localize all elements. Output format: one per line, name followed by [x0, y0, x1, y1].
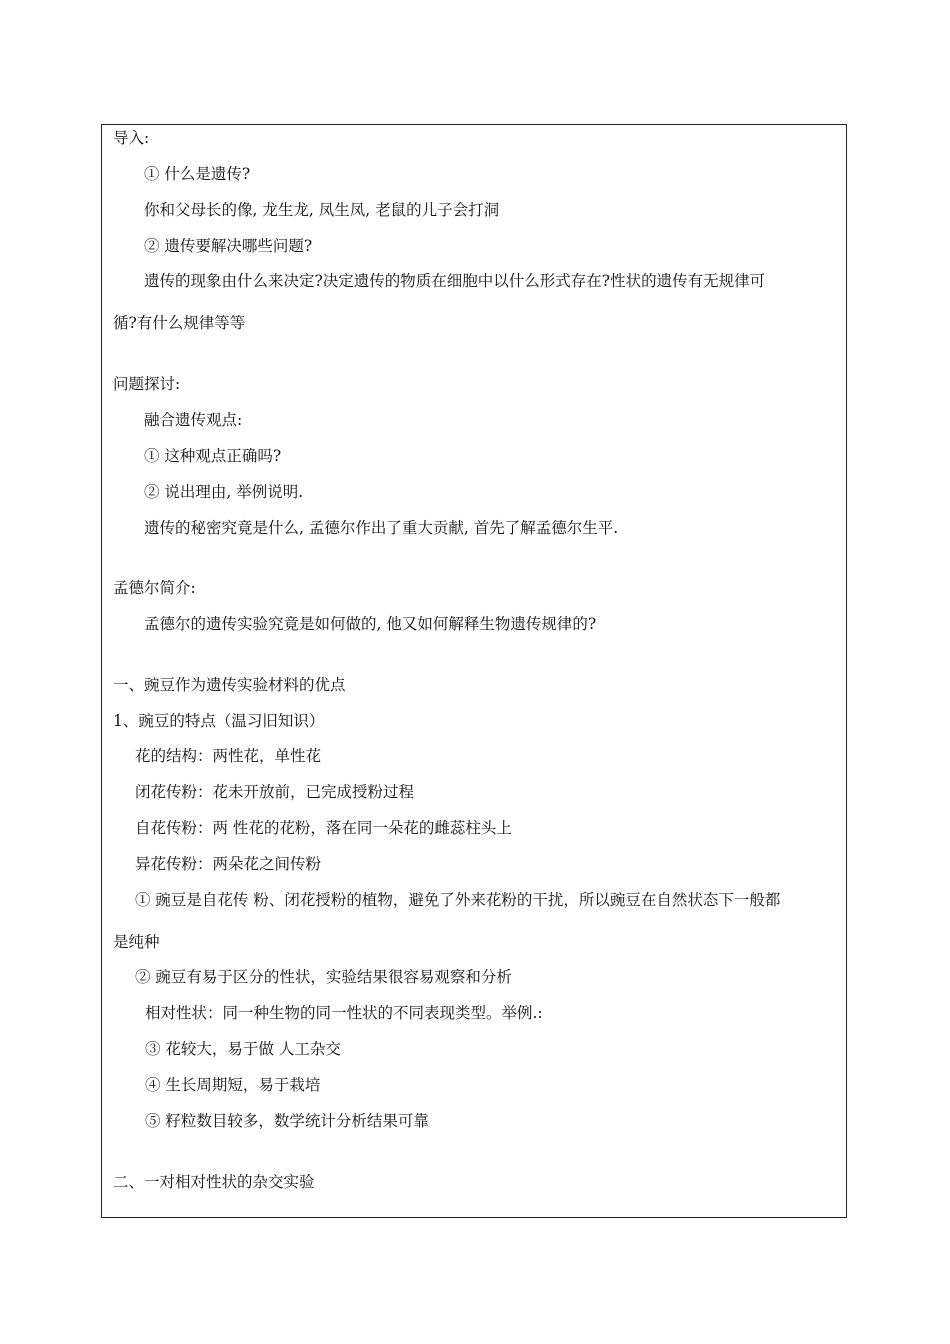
discussion-heading: 问题探讨:: [113, 375, 181, 393]
point-1-line-1: ① 豌豆是自花传 粉、闭花授粉的植物，避免了外来花粉的干扰，所以豌豆在自然状态下一般都: [135, 891, 781, 909]
point-1-line-2: 是纯种: [113, 933, 160, 951]
section-1-subheading: 1、豌豆的特点（温习旧知识）: [113, 712, 325, 730]
mendel-heading: 孟德尔简介:: [113, 579, 196, 597]
intro-answer-1: 你和父母长的像, 龙生龙, 凤生凤, 老鼠的儿子会打洞: [144, 201, 500, 219]
section-1-heading: 一、豌豆作为遗传实验材料的优点: [113, 676, 346, 694]
discussion-view: 融合遗传观点:: [144, 411, 243, 429]
flower-structure: 花的结构：两性花，单性花: [135, 747, 322, 765]
intro-heading: 导入:: [113, 129, 150, 147]
cross-pollination: 异花传粉：两朵花之间传粉: [135, 855, 322, 873]
intro-answer-2-line-1: 遗传的现象由什么来决定?决定遗传的物质在细胞中以什么形式存在?性状的遗传有无规律可: [144, 272, 766, 290]
closed-pollination: 闭花传粉：花未开放前，已完成授粉过程: [135, 783, 415, 801]
intro-question-1: ① 什么是遗传?: [144, 165, 251, 183]
discussion-point-3: 遗传的秘密究竟是什么, 孟德尔作出了重大贡献, 首先了解孟德尔生平.: [144, 519, 619, 537]
point-4: ④ 生长周期短，易于栽培: [145, 1076, 321, 1094]
intro-question-2: ② 遗传要解决哪些问题?: [144, 237, 313, 255]
point-3: ③ 花较大，易于做 人工杂交: [145, 1040, 341, 1058]
discussion-point-1: ① 这种观点正确吗?: [144, 447, 282, 465]
point-5: ⑤ 籽粒数目较多，数学统计分析结果可靠: [145, 1112, 429, 1130]
section-2-heading: 二、一对相对性状的杂交实验: [113, 1173, 315, 1191]
intro-answer-2-line-2: 循?有什么规律等等: [113, 314, 246, 332]
mendel-question: 孟德尔的遗传实验究竟是如何做的, 他又如何解释生物遗传规律的?: [144, 615, 597, 633]
point-2: ② 豌豆有易于区分的性状，实验结果很容易观察和分析: [135, 968, 512, 986]
relative-traits: 相对性状：同一种生物的同一性状的不同表现类型。举例.:: [145, 1004, 543, 1022]
self-pollination: 自花传粉：两 性花的花粉，落在同一朵花的雌蕊柱头上: [135, 819, 512, 837]
discussion-point-2: ② 说出理由, 举例说明.: [144, 483, 304, 501]
